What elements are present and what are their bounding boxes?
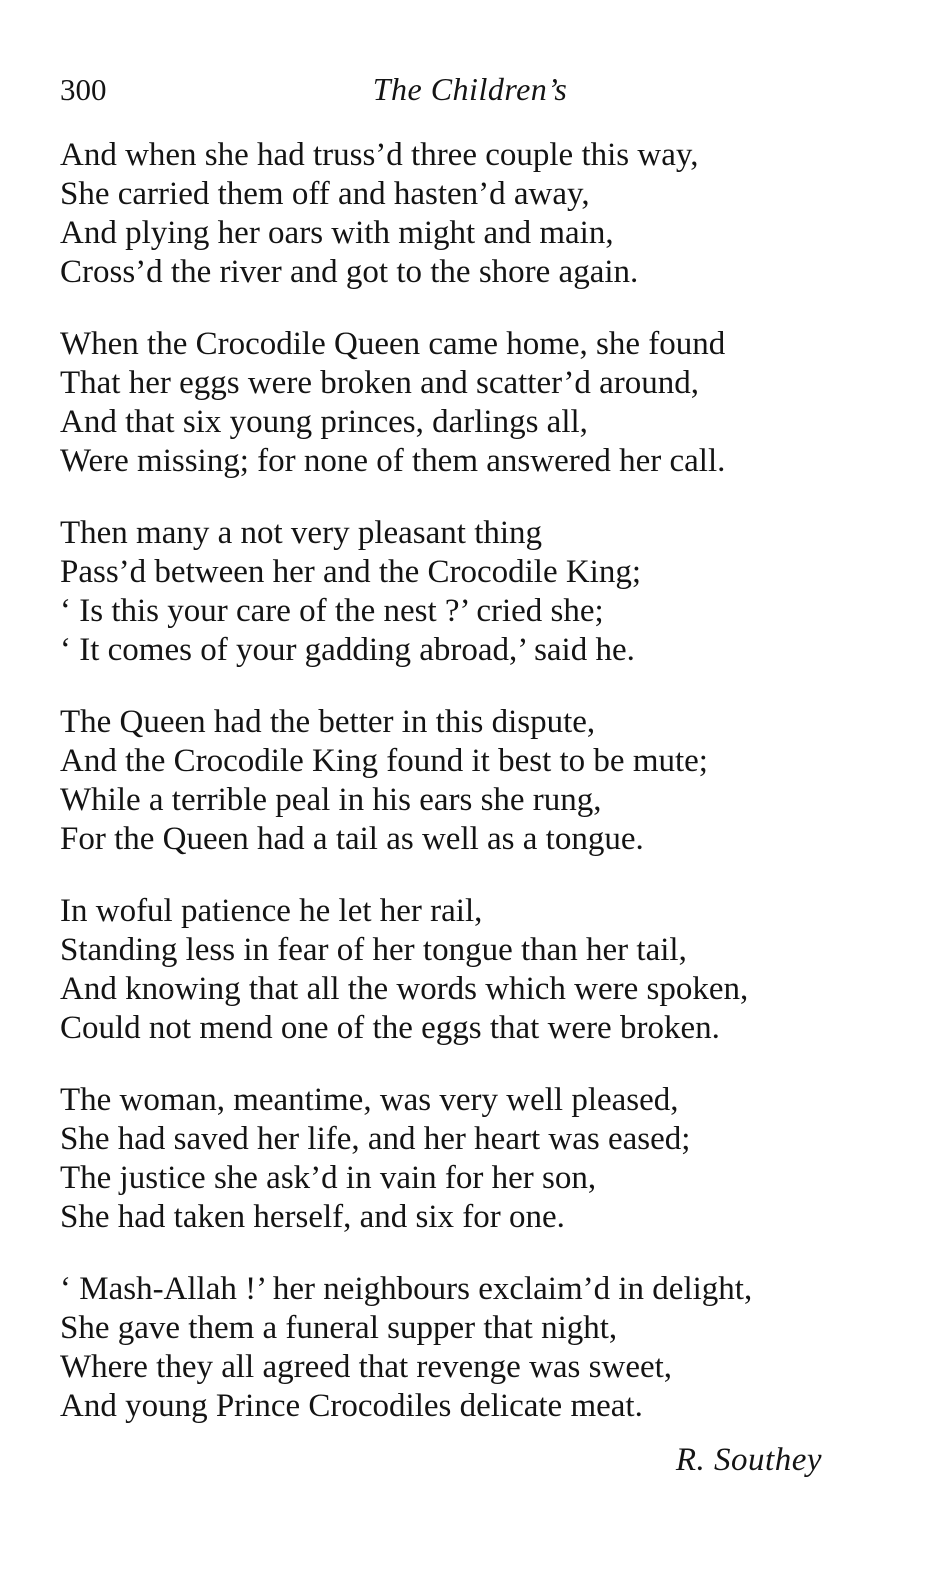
- poem-line: The Queen had the better in this dispute,: [60, 704, 596, 740]
- poem-line: And the Crocodile King found it best to be mute;: [60, 743, 708, 779]
- poem-line: She carried them off and hasten’d away,: [60, 176, 590, 212]
- poem-line: She had saved her life, and her heart was eased;: [60, 1121, 691, 1157]
- poem-line: In woful patience he let her rail,: [60, 893, 483, 929]
- poem-line: While a terrible peal in his ears she rung,: [60, 782, 602, 818]
- poem-line: And that six young princes, darlings all,: [60, 404, 588, 440]
- poem-line: ‘ It comes of your gadding abroad,’ said he.: [60, 632, 635, 668]
- poem-line: Then many a not very pleasant thing: [60, 515, 543, 551]
- poem-line: ‘ Mash-Allah !’ her neighbours exclaim’d in delight,: [60, 1271, 753, 1307]
- poem-line: And plying her oars with might and main,: [60, 215, 614, 251]
- poem-line: Standing less in fear of her tongue than her tail,: [60, 932, 687, 968]
- poem-line: The justice she ask’d in vain for her son,: [60, 1160, 597, 1196]
- poem-line: Pass’d between her and the Crocodile King;: [60, 554, 642, 590]
- author-attribution: R. Southey: [675, 1442, 822, 1478]
- poem-line: She had taken herself, and six for one.: [60, 1199, 565, 1235]
- poem-line: Cross’d the river and got to the shore again.: [60, 254, 639, 290]
- poem-line: For the Queen had a tail as well as a tongue.: [60, 821, 644, 857]
- poem-body: [60, 136, 910, 1459]
- stanza: [60, 514, 910, 670]
- poem-line: Where they all agreed that revenge was sweet,: [60, 1349, 673, 1385]
- page-number: 300: [60, 72, 107, 107]
- poem-line: And young Prince Crocodiles delicate meat.: [60, 1388, 643, 1424]
- stanza: [60, 136, 910, 292]
- poem-line: That her eggs were broken and scatter’d around,: [60, 365, 699, 401]
- poem-line: ‘ Is this your care of the nest ?’ cried she;: [60, 593, 604, 629]
- poem-line: The woman, meantime, was very well pleased,: [60, 1082, 679, 1118]
- running-head: The Children’s: [372, 71, 568, 107]
- poem-line: And when she had truss’d three couple this way,: [60, 137, 699, 173]
- stanza: [60, 325, 910, 481]
- stanza: [60, 703, 910, 859]
- stanza: [60, 892, 910, 1048]
- poem-line: When the Crocodile Queen came home, she found: [60, 326, 726, 362]
- poem-line: And knowing that all the words which were spoken,: [60, 971, 749, 1007]
- poem-line: Were missing; for none of them answered her call.: [60, 443, 726, 479]
- poem-line: Could not mend one of the eggs that were broken.: [60, 1010, 720, 1046]
- poem-line: She gave them a funeral supper that night,: [60, 1310, 618, 1346]
- stanza: [60, 1081, 910, 1237]
- stanza: [60, 1270, 910, 1426]
